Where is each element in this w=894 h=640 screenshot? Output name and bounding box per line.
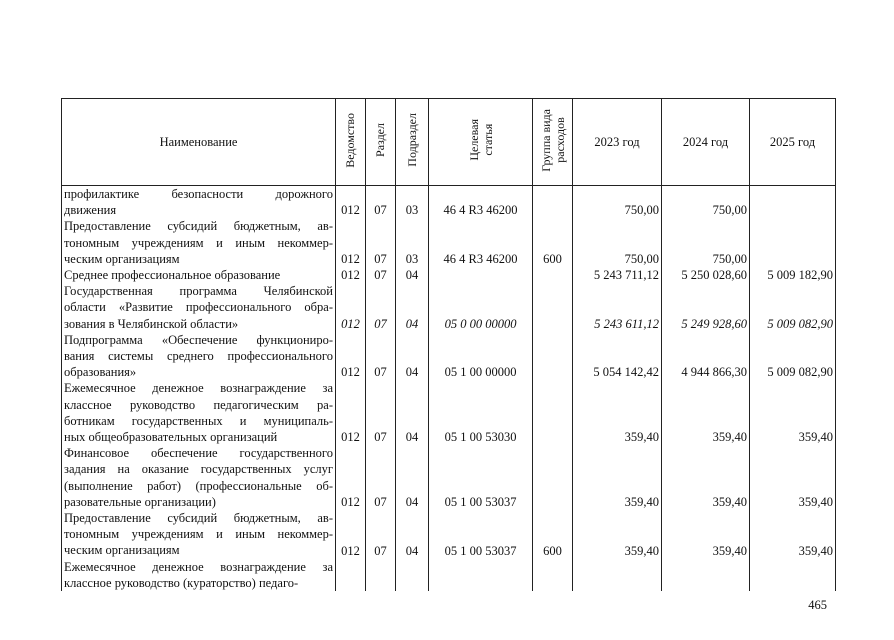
header-2023: 2023 год (573, 99, 662, 186)
row-celevaya-statya (429, 559, 533, 591)
row-2025: 5 009 082,90 (750, 332, 836, 381)
row-2025: 5 009 082,90 (750, 283, 836, 332)
row-2023: 5 243 711,12 (573, 267, 662, 283)
row-2024 (662, 559, 750, 591)
table-row (62, 445, 836, 510)
row-name: Подпрограмма «Обеспечение функциониро- вания системы среднего профессионального образования» (62, 332, 336, 381)
row-2025: 359,40 (750, 445, 836, 510)
row-vedomstvo: 012 (336, 186, 366, 219)
row-gruppa (533, 445, 573, 510)
row-2025: 359,40 (750, 510, 836, 559)
row-vedomstvo: 012 (336, 218, 366, 267)
row-vedomstvo: 012 (336, 510, 366, 559)
row-gruppa (533, 332, 573, 381)
row-razdel (366, 559, 396, 591)
row-podrazdel: 04 (396, 267, 429, 283)
row-2025 (750, 218, 836, 267)
row-gruppa (533, 283, 573, 332)
row-name: Среднее профессиональное образование (62, 267, 336, 283)
row-podrazdel: 03 (396, 186, 429, 219)
row-celevaya-statya: 05 1 00 53037 (429, 510, 533, 559)
row-2025 (750, 559, 836, 591)
table-row (62, 380, 836, 445)
row-name: Ежемесячное денежное вознаграждение за классное руководство педагогическим ра- ботникам государственных и муниципаль- ных общеобразовательных организаций (62, 380, 336, 445)
budget-table (61, 98, 836, 591)
table-row (62, 510, 836, 559)
row-2024: 750,00 (662, 218, 750, 267)
row-podrazdel: 04 (396, 332, 429, 381)
row-vedomstvo: 012 (336, 267, 366, 283)
row-name: Ежемесячное денежное вознаграждение за классное руководство (кураторство) педаго- (62, 559, 336, 591)
row-razdel: 07 (366, 332, 396, 381)
row-gruppa (533, 267, 573, 283)
header-name: Наименование (62, 99, 336, 186)
row-2024: 750,00 (662, 186, 750, 219)
row-2024: 5 249 928,60 (662, 283, 750, 332)
row-razdel: 07 (366, 267, 396, 283)
row-vedomstvo: 012 (336, 380, 366, 445)
row-razdel: 07 (366, 186, 396, 219)
row-2023: 359,40 (573, 380, 662, 445)
row-2023: 359,40 (573, 445, 662, 510)
row-gruppa (533, 559, 573, 591)
row-razdel: 07 (366, 380, 396, 445)
row-2025: 5 009 182,90 (750, 267, 836, 283)
row-vedomstvo: 012 (336, 332, 366, 381)
row-razdel: 07 (366, 218, 396, 267)
row-2024: 359,40 (662, 445, 750, 510)
row-name: Финансовое обеспечение государственного задания на оказание государственных услуг (выполнение работ) (профессиональные об- разовательные организации) (62, 445, 336, 510)
row-gruppa (533, 186, 573, 219)
table-row (62, 218, 836, 267)
row-name: Предоставление субсидий бюджетным, ав- тономным учреждениям и иным некоммер- ческим организациям (62, 218, 336, 267)
header-vedomstvo: Ведомство (336, 99, 366, 186)
page-number: 465 (808, 598, 827, 612)
row-razdel: 07 (366, 445, 396, 510)
row-vedomstvo (336, 559, 366, 591)
row-podrazdel: 04 (396, 510, 429, 559)
row-podrazdel: 04 (396, 283, 429, 332)
header-razdel: Раздел (366, 99, 396, 186)
row-celevaya-statya: 05 1 00 00000 (429, 332, 533, 381)
row-2025: 359,40 (750, 380, 836, 445)
row-podrazdel (396, 559, 429, 591)
row-podrazdel: 04 (396, 445, 429, 510)
table-row (62, 559, 836, 591)
row-2024: 4 944 866,30 (662, 332, 750, 381)
header-celevaya-statya: Целевая статья (429, 99, 533, 186)
row-name: Предоставление субсидий бюджетным, ав- тономным учреждениям и иным некоммер- ческим организациям (62, 510, 336, 559)
table-row (62, 283, 836, 332)
row-gruppa (533, 380, 573, 445)
row-razdel: 07 (366, 283, 396, 332)
header-gruppa-vida-rashodov: Группа вида расходов (533, 99, 573, 186)
row-podrazdel: 04 (396, 380, 429, 445)
row-gruppa: 600 (533, 510, 573, 559)
row-2024: 359,40 (662, 380, 750, 445)
row-celevaya-statya (429, 267, 533, 283)
row-2023: 359,40 (573, 510, 662, 559)
row-2024: 359,40 (662, 510, 750, 559)
table-row (62, 267, 836, 283)
row-2025 (750, 186, 836, 219)
row-razdel: 07 (366, 510, 396, 559)
header-podrazdel: Подраздел (396, 99, 429, 186)
row-celevaya-statya: 05 1 00 53030 (429, 380, 533, 445)
row-vedomstvo: 012 (336, 445, 366, 510)
table-body (62, 186, 836, 592)
table-row (62, 186, 836, 219)
row-celevaya-statya: 46 4 R3 46200 (429, 218, 533, 267)
row-2023: 5 243 611,12 (573, 283, 662, 332)
row-podrazdel: 03 (396, 218, 429, 267)
table-header-row (62, 99, 836, 186)
row-celevaya-statya: 05 1 00 53037 (429, 445, 533, 510)
row-celevaya-statya: 05 0 00 00000 (429, 283, 533, 332)
table-row (62, 332, 836, 381)
row-2023: 5 054 142,42 (573, 332, 662, 381)
header-2025: 2025 год (750, 99, 836, 186)
row-2024: 5 250 028,60 (662, 267, 750, 283)
row-vedomstvo: 012 (336, 283, 366, 332)
row-name: Государственная программа Челябинской области «Развитие профессионального обра- зования в Челябинской области» (62, 283, 336, 332)
row-name: профилактике безопасности дорожного движения (62, 186, 336, 219)
row-celevaya-statya: 46 4 R3 46200 (429, 186, 533, 219)
row-2023: 750,00 (573, 218, 662, 267)
row-gruppa: 600 (533, 218, 573, 267)
row-2023: 750,00 (573, 186, 662, 219)
row-2023 (573, 559, 662, 591)
header-2024: 2024 год (662, 99, 750, 186)
